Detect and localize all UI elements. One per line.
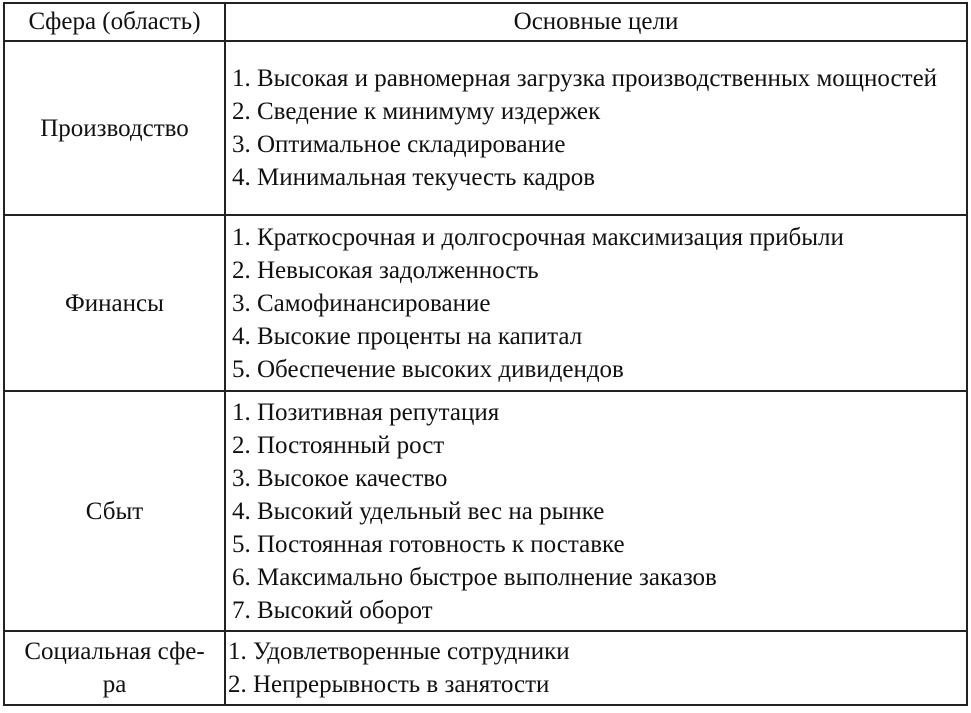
- goals-social: [225, 631, 967, 705]
- list-item: 2. Непрерывность в занятости: [228, 671, 550, 698]
- list-item: 4. Минимальная текучесть кадров: [232, 164, 596, 191]
- list-item: 4. Высокие проценты на капитал: [232, 322, 583, 350]
- table-header-row: [4, 3, 967, 41]
- list-item: 2. Невысокая задолженность: [232, 256, 539, 284]
- area-sales: Сбыт: [4, 391, 225, 631]
- list-item: 3. Оптимальное складирование: [232, 131, 566, 158]
- list-item: 3. Самофинансирование: [232, 289, 491, 317]
- list-item: 1. Позитивная репутация: [232, 398, 500, 426]
- list-item: 2. Постоянный рост: [232, 431, 445, 459]
- table-row: [4, 391, 967, 631]
- area-social-line1: Социальная сфе-: [24, 638, 205, 665]
- area-social: [4, 631, 225, 705]
- table-row: [4, 215, 967, 391]
- table-row: [4, 631, 967, 705]
- list-item: 7. Высокий оборот: [232, 596, 433, 624]
- goals-table: [3, 2, 968, 706]
- list-item: 3. Высокое качество: [232, 464, 448, 492]
- table-row: [4, 41, 967, 215]
- goals-production: [225, 41, 967, 215]
- goals-finance: [225, 215, 967, 391]
- list-item: 5. Обеспечение высоких дивидендов: [232, 355, 624, 383]
- list-item: 1. Высокая и равномерная загрузка производственных мощностей: [232, 65, 938, 92]
- header-area: Сфера (область): [4, 3, 225, 41]
- list-item: 1. Удовлетворенные сотрудники: [228, 638, 570, 665]
- list-item: 1. Краткосрочная и долгосрочная максимизация прибыли: [232, 223, 844, 251]
- header-goals: Основные цели: [225, 3, 967, 41]
- list-item: 6. Максимально быстрое выполнение заказов: [232, 563, 717, 591]
- goals-sales: [225, 391, 967, 631]
- list-item: 5. Постоянная готовность к поставке: [232, 530, 625, 558]
- goals-table-container: [3, 2, 966, 706]
- list-item: 2. Сведение к минимуму издержек: [232, 98, 601, 125]
- area-social-line2: ра: [102, 671, 127, 698]
- list-item: 4. Высокий удельный вес на рынке: [232, 497, 605, 525]
- area-production: Производство: [4, 41, 225, 215]
- area-finance: Финансы: [4, 215, 225, 391]
